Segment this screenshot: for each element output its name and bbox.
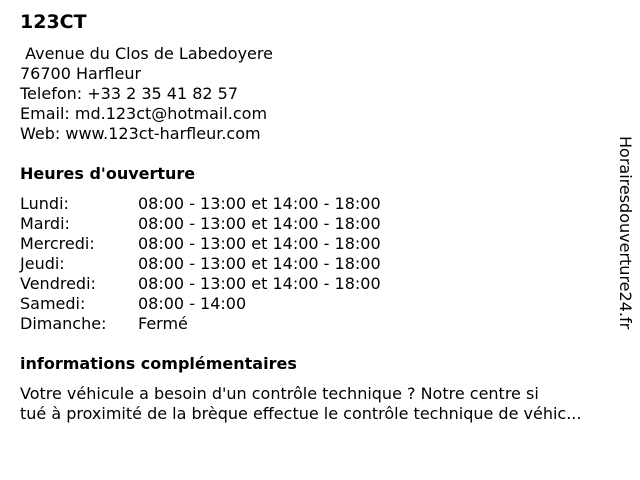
- business-name: 123CT: [20, 11, 87, 33]
- description-line-1: Votre véhicule a besoin d'un contrôle technique ? Notre centre si: [20, 384, 539, 403]
- description-line-2: tué à proximité de la brèque effectue le contrôle technique de véhic...: [20, 404, 582, 423]
- opening-hours-heading: Heures d'ouverture: [20, 164, 196, 183]
- website: Web: www.123ct-harfleur.com: [20, 124, 261, 143]
- email-address: Email: md.123ct@hotmail.com: [20, 104, 268, 123]
- day-label: Mardi:: [20, 214, 70, 233]
- day-label: Vendredi:: [20, 274, 96, 293]
- phone-number: Telefon: +33 2 35 41 82 57: [20, 84, 239, 103]
- day-hours: 08:00 - 13:00 et 14:00 - 18:00: [138, 274, 381, 293]
- day-hours: 08:00 - 13:00 et 14:00 - 18:00: [138, 234, 381, 253]
- day-hours: 08:00 - 13:00 et 14:00 - 18:00: [138, 214, 381, 233]
- day-label: Mercredi:: [20, 234, 95, 253]
- day-hours: 08:00 - 14:00: [138, 294, 247, 313]
- site-watermark: Horairesdouverture24.fr: [616, 136, 635, 330]
- additional-info-heading: informations complémentaires: [20, 354, 297, 373]
- additional-info-text: [20, 384, 632, 424]
- day-label: Dimanche:: [20, 314, 107, 333]
- contact-block: [20, 44, 273, 144]
- address-city: 76700 Harfleur: [20, 64, 142, 83]
- day-hours: Fermé: [138, 314, 188, 333]
- address-street: Avenue du Clos de Labedoyere: [20, 44, 273, 63]
- day-hours: 08:00 - 13:00 et 14:00 - 18:00: [138, 194, 381, 213]
- day-label: Samedi:: [20, 294, 86, 313]
- day-label: Lundi:: [20, 194, 69, 213]
- day-label: Jeudi:: [20, 254, 65, 273]
- day-hours: 08:00 - 13:00 et 14:00 - 18:00: [138, 254, 381, 273]
